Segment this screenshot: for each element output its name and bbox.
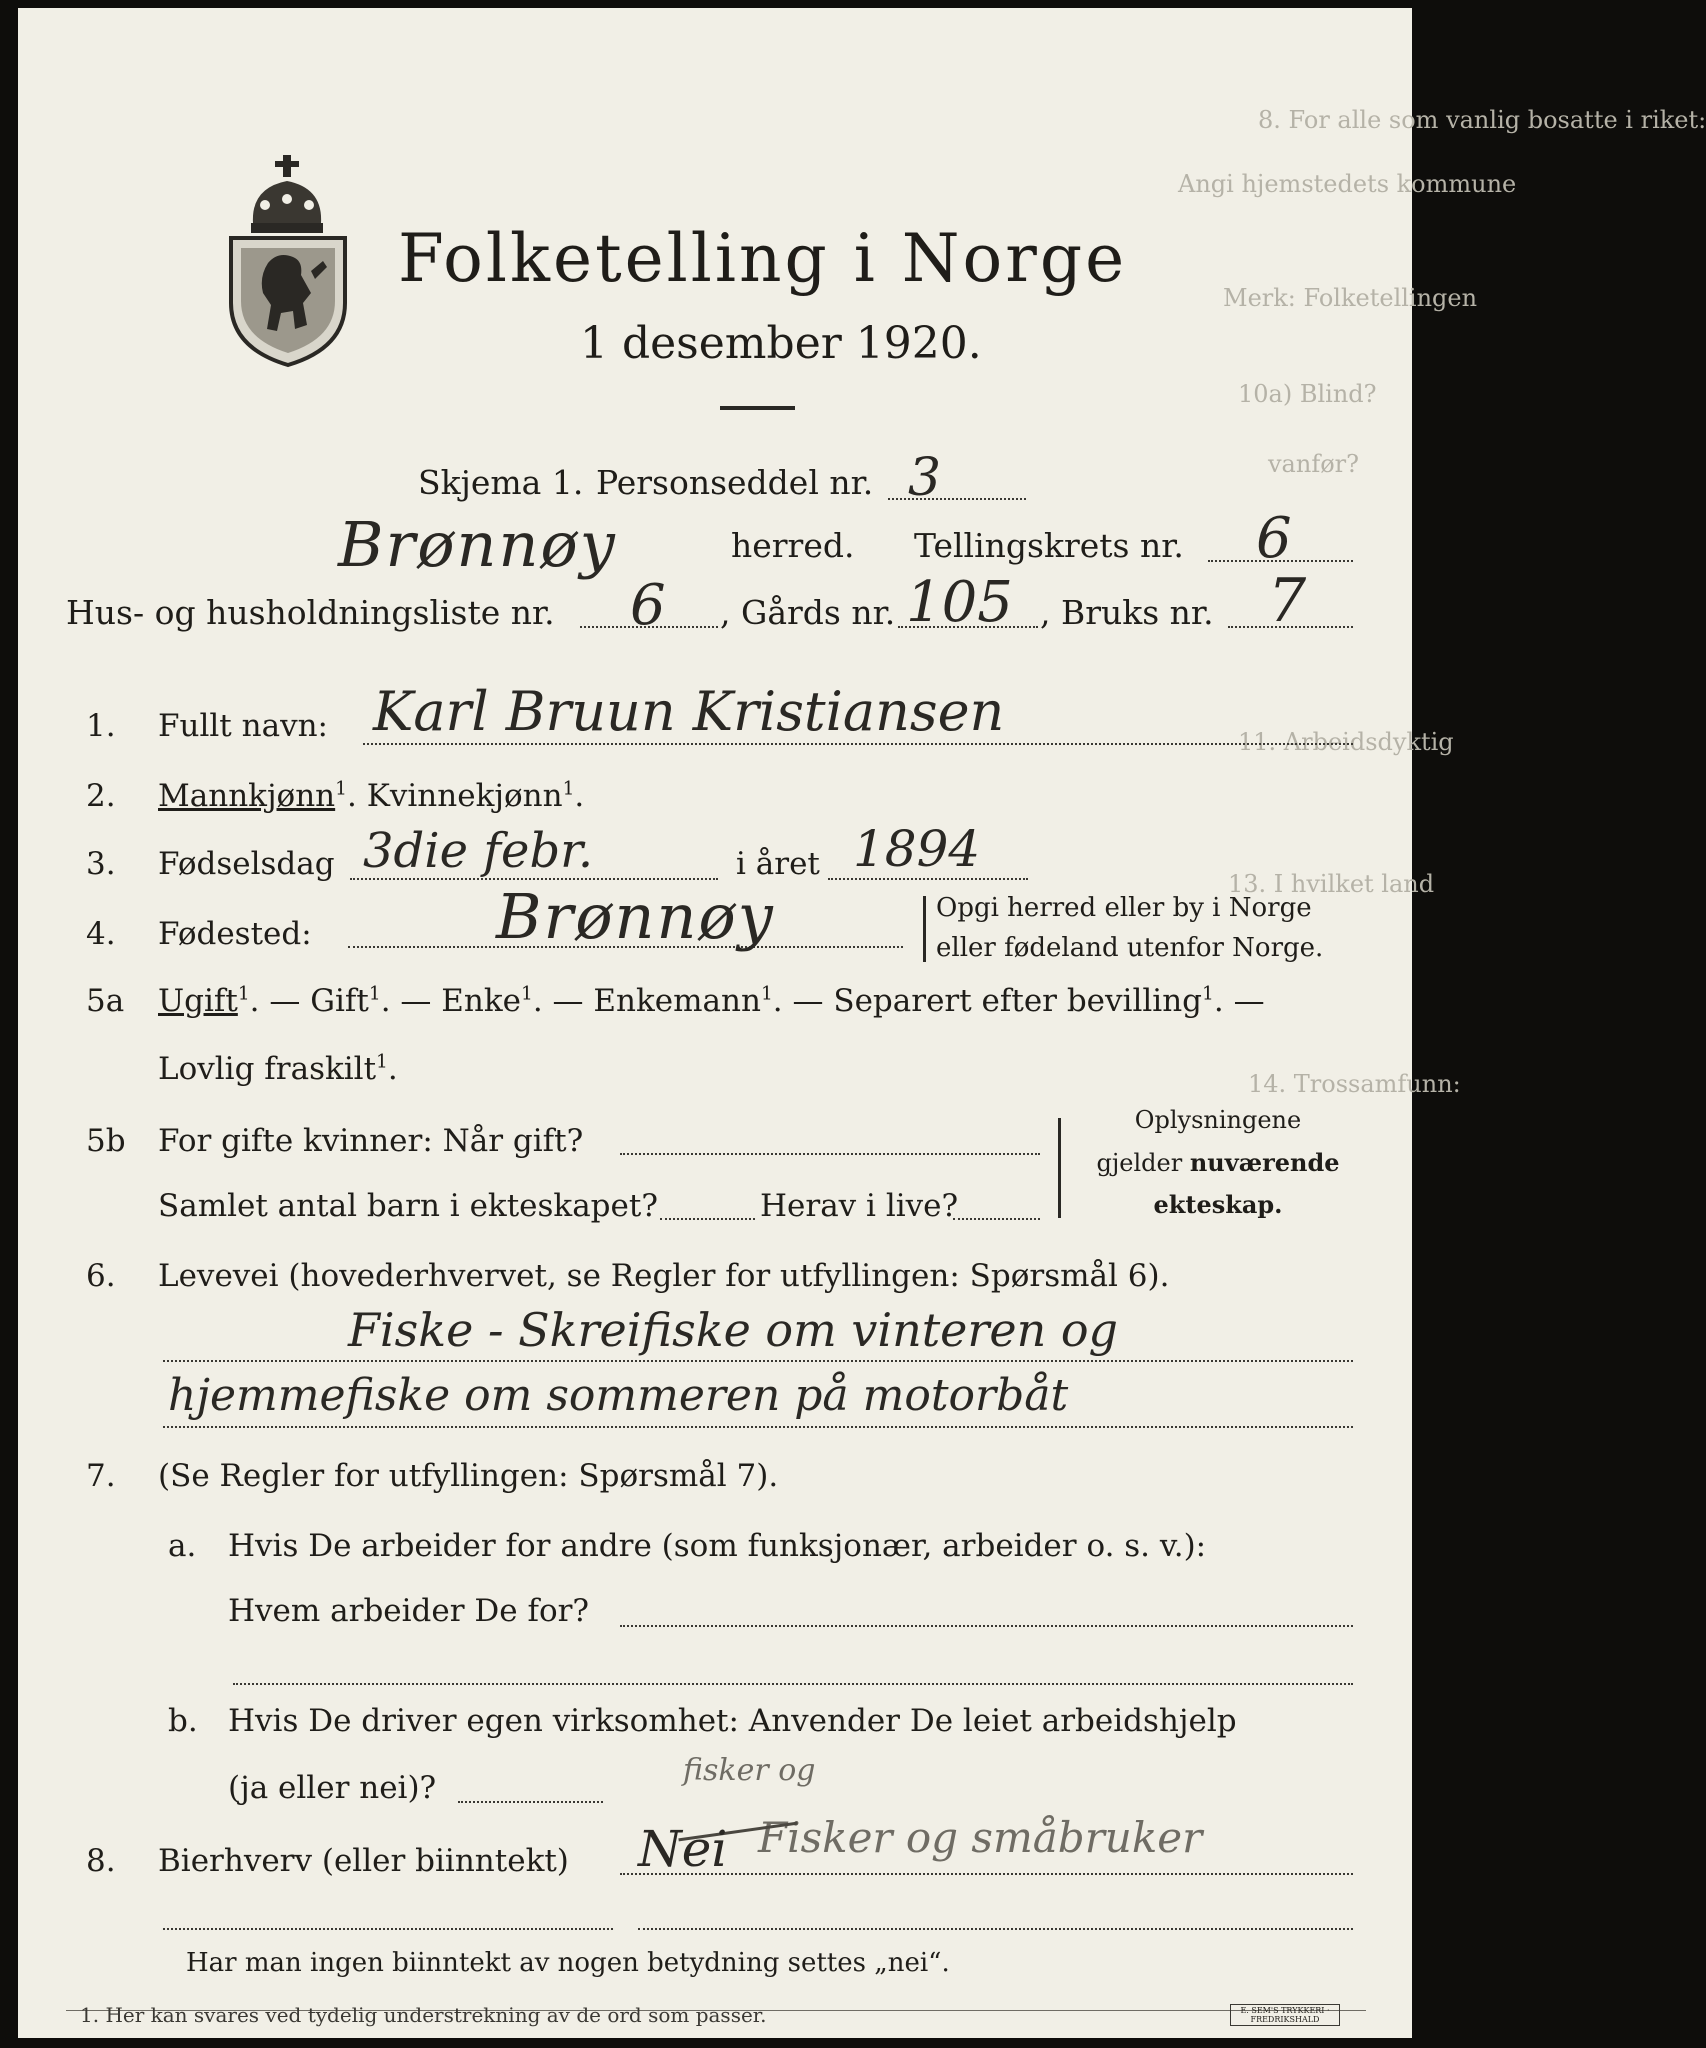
norway-coat-of-arms-icon [223, 153, 353, 368]
bleed-text: 11. Arbeidsdyktig [1238, 728, 1454, 756]
herred-value: Brønnøy [338, 508, 617, 581]
fullt-navn-label: Fullt navn: [158, 708, 328, 744]
bleed-text: 10a) Blind? [1238, 380, 1377, 408]
item-letter: b. [168, 1703, 198, 1739]
levevei-label: Levevei (hovederhvervet, se Regler for utfyllingen: Spørsmål 6). [158, 1258, 1170, 1294]
bleed-text: Merk: Folketellingen [1223, 284, 1478, 312]
personseddel-label: Personseddel nr. [596, 463, 874, 502]
ja-eller-nei-label: (ja eller nei)? [228, 1770, 437, 1806]
tellingskrets-label: Tellingskrets nr. [914, 526, 1184, 565]
fodselsdag-value: 3die febr. [363, 823, 594, 879]
bleed-text: vanfør? [1268, 450, 1359, 478]
lovlig-fraskilt-option: Lovlig fraskilt$^1$. [158, 1051, 398, 1087]
egen-virksomhet-text: Hvis De driver egen virksomhet: Anvender De leiet arbeidshjelp [228, 1703, 1237, 1739]
hvem-arbeider-label: Hvem arbeider De for? [228, 1593, 590, 1629]
tellingskrets-value: 6 [1256, 506, 1292, 571]
bruks-label: , Bruks nr. [1040, 593, 1214, 632]
kjonn-options: Mannkjønn$^1$. Kvinnekjønn$^1$. [158, 778, 585, 814]
schema-label: Skjema 1. [418, 463, 584, 502]
sivilstand-options: Ugift$^1$. — Gift$^1$. — Enke$^1$. — Enkemann$^1$. — Separert efter bevilling$^1$. — [158, 983, 1265, 1019]
bracket [923, 896, 926, 962]
fullt-navn-value: Karl Bruun Kristiansen [373, 680, 1005, 743]
fodested-note-1: Opgi herred eller by i Norge [936, 893, 1312, 923]
item-number: 4. [86, 916, 116, 952]
herav-i-live-label: Herav i live? [760, 1188, 959, 1224]
levevei-value-1: Fiske - Skreifiske om vinteren og [348, 1303, 1119, 1357]
aaret-label: i året [736, 846, 820, 882]
form-date: 1 desember 1920. [580, 318, 982, 369]
fodselsaar-value: 1894 [853, 820, 981, 878]
kvinnekjonn-option: Kvinnekjønn [366, 778, 563, 814]
arbeider-for-andre-text: Hvis De arbeider for andre (som funksjonær, arbeider o. s. v.): [228, 1528, 1207, 1564]
item-number: 5a [86, 983, 125, 1019]
gards-label: , Gårds nr. [720, 593, 896, 632]
footer-note: Har man ingen biinntekt av nogen betydning settes „nei“. [186, 1948, 950, 1978]
fodested-label: Fødested: [158, 916, 312, 952]
personseddel-value: 3 [908, 448, 942, 508]
naar-gift-label: For gifte kvinner: Når gift? [158, 1123, 584, 1159]
husliste-value: 6 [630, 573, 666, 638]
bleed-text: 14. Trossamfunn: [1248, 1070, 1461, 1098]
ugift-option: Ugift [158, 983, 238, 1019]
ekteskap-note-1: Oplysningene [1134, 1106, 1302, 1134]
herred-label: herred. [731, 526, 855, 565]
item-number: 7. [86, 1458, 116, 1494]
ekteskap-note-3: ekteskap. [1153, 1190, 1283, 1219]
gards-value: 105 [906, 570, 1013, 635]
bleed-text: 8. For alle som vanlig bosatte i riket: [1258, 106, 1706, 134]
footnote: 1. Her kan svares ved tydelig understrekning av de ord som passer. [80, 2003, 767, 2027]
census-form [18, 8, 1706, 2038]
item-number: 1. [86, 708, 116, 744]
antal-barn-label: Samlet antal barn i ekteskapet? [158, 1188, 658, 1224]
ekteskap-note-2: gjelder nuværende [1096, 1148, 1340, 1177]
bierhverv-struck-value: Fisker og småbruker [758, 1813, 1203, 1862]
bierhverv-struck-value-top: fisker og [683, 1753, 816, 1788]
printer-mark: E. SEM'S TRYKKERI · FREDRIKSHALD [1230, 2004, 1340, 2026]
item-number: 8. [86, 1843, 116, 1879]
item-letter: a. [168, 1528, 197, 1564]
bleed-text: Angi hjemstedets kommune [1178, 170, 1517, 198]
bruks-value: 7 [1268, 566, 1307, 636]
item-number: 5b [86, 1123, 126, 1159]
title-divider [720, 406, 795, 410]
fodselsdag-label: Fødselsdag [158, 846, 335, 882]
levevei-value-2: hjemmefiske om sommeren på motorbåt [168, 1370, 1069, 1421]
item-number: 6. [86, 1258, 116, 1294]
item-number: 2. [86, 778, 116, 814]
item-number: 3. [86, 846, 116, 882]
fodested-note-2: eller fødeland utenfor Norge. [936, 933, 1324, 963]
form-title: Folketelling i Norge [398, 220, 1128, 297]
husliste-label: Hus- og husholdningsliste nr. [66, 593, 555, 632]
fodested-value: Brønnøy [496, 880, 775, 953]
bracket [1058, 1118, 1061, 1218]
sporsmaal-7-label: (Se Regler for utfyllingen: Spørsmål 7). [158, 1458, 779, 1494]
bleed-text: 13. I hvilket land [1228, 870, 1435, 898]
mannkjonn-option: Mannkjønn [158, 778, 336, 814]
bierhverv-value: Nei [638, 1820, 728, 1878]
bierhverv-label: Bierhverv (eller biinntekt) [158, 1843, 569, 1879]
